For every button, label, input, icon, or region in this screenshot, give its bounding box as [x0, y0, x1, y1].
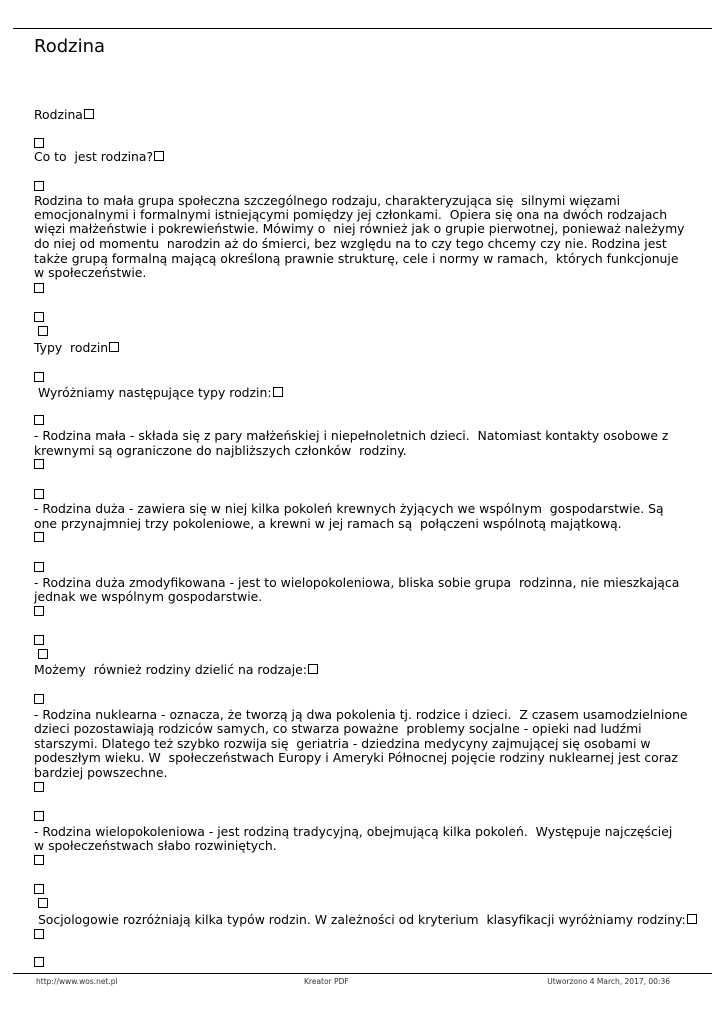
text-line	[34, 956, 44, 970]
text-line: - Rodzina duża - zawiera się w niej kilka pokoleń krewnych żyjących we wspólnym gospodarstwie. Są	[34, 501, 664, 516]
missing-glyph-box	[38, 898, 48, 908]
text-line: w społeczeństwach słabo rozwiniętych.	[34, 838, 277, 853]
text-line	[34, 180, 44, 194]
missing-glyph-box	[308, 664, 318, 674]
text-line	[34, 810, 44, 824]
text-line: starszymi. Dlatego też szybko rozwija się geriatria - dziedzina medycyny zajmującej się osobami w	[34, 736, 651, 751]
missing-glyph-box	[34, 283, 44, 293]
header-rule	[13, 28, 712, 29]
text-line	[34, 561, 44, 575]
footer-url: http://www.wos.net.pl	[36, 977, 118, 986]
text-line: podeszłym wieku. W społeczeństwach Europy i Ameryki Północnej pojęcie rodziny nuklearnej jest coraz	[34, 750, 678, 765]
text-line	[34, 928, 44, 942]
text-line: jednak we wspólnym gospodarstwie.	[34, 589, 263, 604]
missing-glyph-box	[34, 459, 44, 469]
missing-glyph-box	[34, 811, 44, 821]
text-line	[34, 781, 44, 795]
text-line	[34, 854, 44, 868]
text-line: do niej od momentu narodzin aż do śmierci, bez względu na to czy tego chcemy czy nie. Rodzina jest	[34, 236, 667, 251]
missing-glyph-box	[34, 782, 44, 792]
text-line	[34, 648, 48, 662]
missing-glyph-box	[34, 532, 44, 542]
missing-glyph-box	[34, 855, 44, 865]
text-line: Rodzina to mała grupa społeczna szczególnego rodzaju, charakteryzująca się silnymi więzami	[34, 193, 621, 208]
missing-glyph-box	[273, 387, 283, 397]
text-line	[34, 634, 44, 648]
text-line: dzieci pozostawiają rodziców samych, co stwarza poważne problemy socjalne - opieki nad ludźmi	[34, 721, 642, 736]
missing-glyph-box	[34, 606, 44, 616]
text-line: w społeczeństwie.	[34, 265, 147, 280]
missing-glyph-box	[34, 929, 44, 939]
text-line: także grupą formalną mającą określoną prawnie strukturę, cele i normy w ramach, których funkcjonuje	[34, 251, 679, 266]
text-line: - Rodzina wielopokoleniowa - jest rodziną tradycyjną, obejmującą kilka pokoleń. Występuje najczęściej	[34, 824, 673, 839]
text-line	[34, 488, 44, 502]
missing-glyph-box	[34, 138, 44, 148]
text-line: więzi małżeństwie i pokrewieństwie. Mówimy o niej również jak o grupie pierwotnej, ponieważ należymy	[34, 221, 685, 236]
text-line: Możemy również rodziny dzielić na rodzaje:	[34, 663, 318, 677]
missing-glyph-box	[34, 489, 44, 499]
text-line: - Rodzina duża zmodyfikowana - jest to wielopokoleniowa, bliska sobie grupa rodzinna, nie mieszkająca	[34, 575, 680, 590]
text-line	[34, 371, 44, 385]
text-line: Rodzina	[34, 108, 94, 122]
text-line: Wyróżniamy następujące typy rodzin:	[34, 386, 283, 400]
text-line: one przynajmniej trzy pokoleniowe, a krewni w jej ramach są połączeni wspólnotą majątkową.	[34, 516, 622, 531]
missing-glyph-box	[38, 326, 48, 336]
text-line: Co to jest rodzina?	[34, 150, 164, 164]
missing-glyph-box	[34, 562, 44, 572]
text-line: Socjologowie rozróżniają kilka typów rodzin. W zależności od kryterium klasyfikacji wyróżniamy rodziny:	[34, 913, 697, 927]
text-line	[34, 458, 44, 472]
missing-glyph-box	[687, 914, 697, 924]
missing-glyph-box	[109, 342, 119, 352]
missing-glyph-box	[154, 151, 164, 161]
footer-generator: Kreator PDF	[304, 977, 349, 986]
text-line: - Rodzina mała - składa się z pary małżeńskiej i niepełnoletnich dzieci. Natomiast kontakty osobowe z	[34, 428, 669, 443]
text-line: bardziej powszechne.	[34, 765, 168, 780]
text-line	[34, 531, 44, 545]
missing-glyph-box	[34, 957, 44, 967]
missing-glyph-box	[34, 884, 44, 894]
missing-glyph-box	[34, 635, 44, 645]
text-line	[34, 311, 44, 325]
text-line	[34, 693, 44, 707]
footer-rule	[13, 973, 712, 974]
text-line	[34, 897, 48, 911]
footer-created: Utworzono 4 March, 2017, 00:36	[547, 977, 670, 986]
text-line: krewnymi są ograniczone do najbliższych członków rodziny.	[34, 443, 407, 458]
text-line	[34, 414, 44, 428]
text-line: emocjonalnymi i formalnymi istniejącymi pomiędzy jej członkami. Opiera się ona na dwóch rodzajach	[34, 207, 668, 222]
missing-glyph-box	[84, 109, 94, 119]
missing-glyph-box	[34, 694, 44, 704]
text-line: - Rodzina nuklearna - oznacza, że tworzą ją dwa pokolenia tj. rodzice i dzieci. Z czasem usamodzielnione	[34, 707, 688, 722]
text-line	[34, 282, 44, 296]
text-line	[34, 325, 48, 339]
missing-glyph-box	[34, 181, 44, 191]
page-title: Rodzina	[34, 36, 106, 57]
text-line: Typy rodzin	[34, 341, 119, 355]
missing-glyph-box	[34, 312, 44, 322]
missing-glyph-box	[38, 649, 48, 659]
missing-glyph-box	[34, 415, 44, 425]
text-line	[34, 605, 44, 619]
text-line	[34, 883, 44, 897]
missing-glyph-box	[34, 372, 44, 382]
